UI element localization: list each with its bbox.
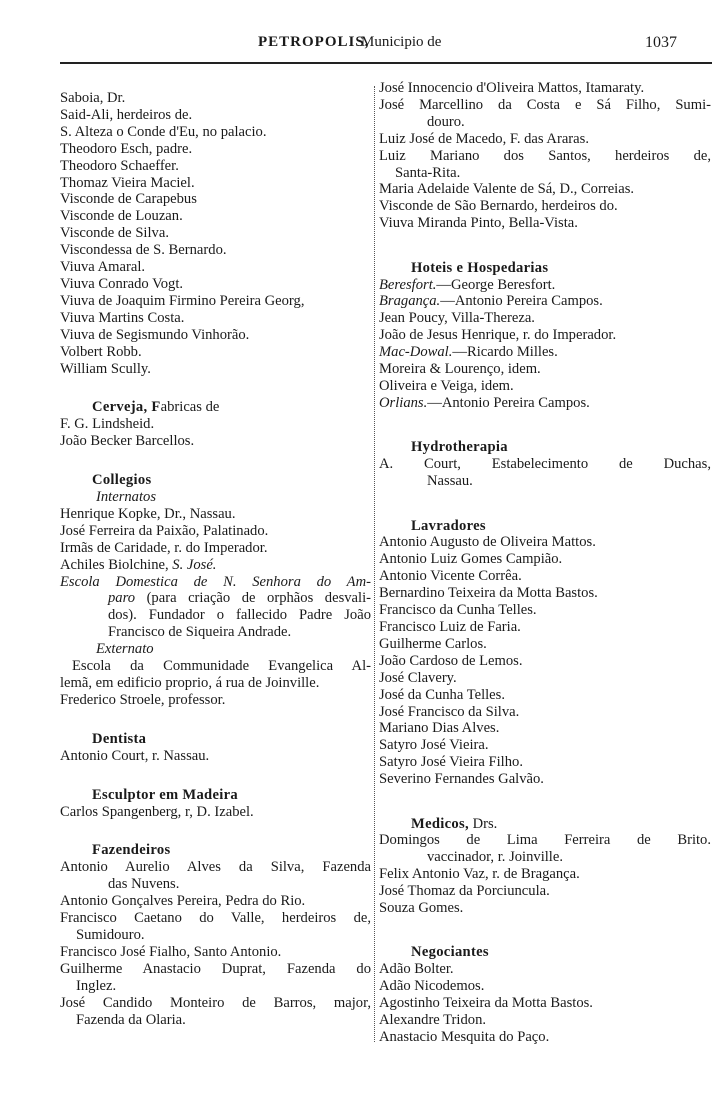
heading-text: Hoteis e Hospedarias bbox=[411, 259, 549, 276]
directory-entry bbox=[60, 433, 371, 450]
directory-entry bbox=[379, 619, 711, 636]
entry-text: Francisco Caetano do Valle, herdeiros de, bbox=[60, 910, 371, 927]
directory-entry bbox=[60, 506, 371, 523]
italic-text: Escola Domestica de N. Senhora do Am- bbox=[60, 573, 371, 590]
directory-entry bbox=[379, 704, 711, 721]
entry-line bbox=[60, 961, 371, 978]
running-title: PETROPOLIS, bbox=[258, 34, 370, 50]
entry-text: S. Alteza o Conde d'Eu, no palacio. bbox=[60, 123, 267, 140]
entry-text: Saboia, Dr. bbox=[60, 90, 126, 106]
italic-text: Orlians. bbox=[379, 394, 428, 411]
entry-line bbox=[379, 215, 711, 232]
heading-text: Dentista bbox=[92, 730, 147, 747]
entry-line bbox=[60, 590, 371, 607]
directory-entry bbox=[60, 910, 371, 944]
entry-text: Guilherme Anastacio Duprat, Fazenda do bbox=[60, 960, 371, 977]
entry-text: José da Cunha Telles. bbox=[379, 686, 505, 703]
directory-entry bbox=[60, 259, 371, 276]
entry-text: Luiz Mariano dos Santos, herdeiros de, bbox=[379, 147, 711, 164]
directory-entry bbox=[379, 883, 711, 900]
entry-line bbox=[379, 670, 711, 687]
entry-text: das Nuvens. bbox=[108, 876, 180, 893]
entry-text: Theodoro Esch, padre. bbox=[60, 140, 193, 157]
entry-line bbox=[379, 995, 711, 1012]
entry-text: Visconde de São Bernardo, herdeiros do. bbox=[379, 198, 618, 215]
entry-line bbox=[60, 293, 371, 310]
entry-line bbox=[379, 585, 711, 602]
directory-entry bbox=[60, 574, 371, 642]
entry-text: Viscondessa de S. Bernardo. bbox=[60, 242, 227, 259]
entry-line bbox=[379, 277, 711, 294]
entry-text: douro. bbox=[427, 113, 465, 130]
entry-text: Volbert Robb. bbox=[60, 343, 142, 360]
directory-entry bbox=[60, 293, 371, 310]
directory-entry bbox=[379, 832, 711, 866]
directory-entry bbox=[60, 859, 371, 893]
entry-text: Frederico Stroele, professor. bbox=[60, 691, 226, 708]
entry-text: Francisco José Fialho, Santo Antonio. bbox=[60, 943, 282, 960]
entry-line bbox=[60, 506, 371, 523]
directory-entry bbox=[379, 720, 711, 737]
heading-text: abricas de bbox=[160, 399, 220, 416]
heading-text: Hydrotherapia bbox=[411, 439, 508, 456]
directory-entry bbox=[60, 361, 371, 378]
directory-entry bbox=[60, 748, 371, 765]
entry-line bbox=[60, 276, 371, 293]
section-heading bbox=[379, 260, 711, 277]
entry-text: João de Jesus Henrique, r. do Imperador. bbox=[379, 327, 617, 344]
entry-text: Alexandre Tridon. bbox=[379, 1012, 487, 1029]
directory-entry bbox=[60, 416, 371, 433]
entry-text: José Innocencio d'Oliveira Mattos, Itamaraty. bbox=[379, 80, 645, 96]
directory-entry bbox=[379, 181, 711, 198]
directory-entry bbox=[379, 585, 711, 602]
entry-line bbox=[60, 675, 371, 692]
entry-line bbox=[60, 557, 371, 574]
entry-line bbox=[379, 310, 711, 327]
entry-text: Domingos de Lima Ferreira de Brito. bbox=[379, 832, 711, 849]
entry-line bbox=[60, 876, 371, 893]
entry-text: Viuva Amaral. bbox=[60, 259, 146, 276]
entry-text: José Clavery. bbox=[379, 669, 457, 686]
directory-entry bbox=[379, 551, 711, 568]
section-heading bbox=[379, 944, 711, 961]
section-heading bbox=[379, 518, 711, 535]
heading-text: Lavradores bbox=[411, 517, 486, 534]
heading-text: Collegios bbox=[92, 472, 152, 489]
directory-entry bbox=[379, 670, 711, 687]
entry-text: Adão Nicodemos. bbox=[379, 978, 485, 995]
entry-line bbox=[60, 859, 371, 876]
entry-line bbox=[60, 208, 371, 225]
entry-text: Achiles Biolchine, bbox=[60, 556, 173, 573]
entry-line bbox=[60, 540, 371, 557]
entry-line bbox=[379, 1012, 711, 1029]
entry-line bbox=[379, 131, 711, 148]
entry-text: (para criação de orphãos desvali- bbox=[135, 590, 371, 607]
entry-text: —Antonio Pereira Campos. bbox=[440, 293, 603, 310]
directory-entry bbox=[379, 395, 711, 412]
entry-text: Antonio Court, r. Nassau. bbox=[60, 747, 210, 764]
entry-line bbox=[60, 327, 371, 344]
entry-line bbox=[60, 124, 371, 141]
directory-entry bbox=[379, 97, 711, 131]
entry-text: Thomaz Vieira Maciel. bbox=[60, 174, 195, 191]
entry-text: Antonio Augusto de Oliveira Mattos. bbox=[379, 534, 596, 551]
directory-entry bbox=[60, 523, 371, 540]
column-divider bbox=[374, 86, 375, 1042]
directory-entry bbox=[379, 310, 711, 327]
entry-line bbox=[60, 804, 371, 821]
directory-entry bbox=[60, 191, 371, 208]
entry-text: José Candido Monteiro de Barros, major, bbox=[60, 994, 371, 1011]
subsection-heading: Externato bbox=[96, 641, 154, 658]
directory-entry bbox=[60, 225, 371, 242]
entry-text: José Ferreira da Paixão, Palatinado. bbox=[60, 522, 269, 539]
entry-line bbox=[60, 893, 371, 910]
entry-line bbox=[60, 978, 371, 995]
entry-line bbox=[379, 165, 711, 182]
entry-line bbox=[60, 692, 371, 709]
entry-line bbox=[60, 259, 371, 276]
entry-text: Fazenda da Olaria. bbox=[76, 1011, 186, 1028]
entry-text: Satyro José Vieira Filho. bbox=[379, 754, 523, 771]
entry-text: Anastacio Mesquita do Paço. bbox=[379, 1029, 550, 1045]
directory-entry bbox=[379, 344, 711, 361]
directory-entry bbox=[60, 90, 371, 107]
section-heading bbox=[379, 439, 711, 456]
directory-entry bbox=[379, 293, 711, 310]
header-rule bbox=[60, 62, 712, 64]
directory-entry bbox=[379, 361, 711, 378]
entry-line bbox=[379, 361, 711, 378]
entry-text: William Scully. bbox=[60, 360, 151, 377]
entry-line bbox=[60, 175, 371, 192]
entry-line bbox=[60, 658, 371, 675]
entry-line bbox=[379, 687, 711, 704]
heading-text: Esculptor em Madeira bbox=[92, 786, 238, 803]
entry-line bbox=[379, 1029, 711, 1046]
entry-line bbox=[379, 737, 711, 754]
entry-text: Antonio Vicente Corrêa. bbox=[379, 568, 522, 585]
directory-entry bbox=[379, 653, 711, 670]
directory-entry bbox=[60, 310, 371, 327]
directory-entry bbox=[379, 277, 711, 294]
entry-text: Luiz José de Macedo, F. das Araras. bbox=[379, 130, 589, 147]
entry-line bbox=[379, 961, 711, 978]
italic-text: Bragança. bbox=[379, 293, 441, 310]
entry-text: —Antonio Pereira Campos. bbox=[427, 394, 590, 411]
directory-entry bbox=[60, 158, 371, 175]
entry-text: Guilherme Carlos. bbox=[379, 635, 487, 652]
entry-line bbox=[60, 416, 371, 433]
entry-line bbox=[379, 181, 711, 198]
entry-text: Francisco de Siqueira Andrade. bbox=[108, 624, 292, 641]
directory-entry bbox=[60, 124, 371, 141]
directory-entry bbox=[379, 636, 711, 653]
directory-entry bbox=[379, 1029, 711, 1046]
entry-text: lemã, em edificio proprio, á rua de Joinville. bbox=[60, 675, 320, 691]
entry-text: Santa-Rita. bbox=[395, 164, 461, 181]
entry-line bbox=[379, 568, 711, 585]
entry-line bbox=[379, 720, 711, 737]
heading-text: Fazendeiros bbox=[92, 842, 171, 859]
directory-entry bbox=[60, 893, 371, 910]
entry-line bbox=[379, 395, 711, 412]
italic-text: Mac-Dowal. bbox=[379, 344, 453, 361]
directory-entry bbox=[60, 692, 371, 709]
entry-line bbox=[60, 225, 371, 242]
entry-text: João Cardoso de Lemos. bbox=[379, 652, 523, 669]
entry-text: Mariano Dias Alves. bbox=[379, 720, 500, 737]
entry-line bbox=[379, 883, 711, 900]
entry-line bbox=[379, 198, 711, 215]
heading-text: Cerveja, F bbox=[92, 399, 161, 416]
entry-line bbox=[60, 995, 371, 1012]
directory-entry bbox=[60, 557, 371, 574]
entry-line bbox=[379, 148, 711, 165]
entry-line bbox=[379, 978, 711, 995]
entry-text: Maria Adelaide Valente de Sá, D., Correias. bbox=[379, 181, 635, 198]
entry-line bbox=[60, 944, 371, 961]
entry-text: Said-Ali, herdeiros de. bbox=[60, 106, 193, 123]
directory-entry bbox=[379, 215, 711, 232]
entry-line bbox=[60, 748, 371, 765]
directory-entry bbox=[60, 944, 371, 961]
directory-entry bbox=[379, 900, 711, 917]
entry-line bbox=[379, 114, 711, 131]
entry-line bbox=[60, 624, 371, 641]
directory-entry bbox=[60, 327, 371, 344]
entry-line bbox=[60, 344, 371, 361]
entry-line bbox=[60, 90, 371, 107]
heading-text: Drs. bbox=[468, 815, 498, 832]
directory-entry bbox=[379, 602, 711, 619]
directory-entry bbox=[379, 148, 711, 182]
entry-text: Agostinho Teixeira da Motta Bastos. bbox=[379, 995, 593, 1012]
directory-entry bbox=[60, 995, 371, 1029]
italic-text: Beresfort. bbox=[379, 276, 437, 293]
directory-entry bbox=[379, 327, 711, 344]
entry-line bbox=[379, 534, 711, 551]
entry-line bbox=[379, 456, 711, 473]
entry-text: —Ricardo Milles. bbox=[452, 344, 558, 361]
entry-line bbox=[379, 80, 711, 97]
entry-text: Jean Poucy, Villa-Thereza. bbox=[379, 310, 535, 327]
directory-entry bbox=[60, 175, 371, 192]
entry-line bbox=[60, 107, 371, 124]
italic-text: S. José. bbox=[172, 556, 217, 573]
entry-line bbox=[379, 771, 711, 788]
entry-text: F. G. Lindsheid. bbox=[60, 416, 155, 433]
entry-line bbox=[379, 97, 711, 114]
entry-text: Oliveira e Veiga, idem. bbox=[379, 378, 514, 394]
entry-text: Visconde de Silva. bbox=[60, 225, 169, 242]
directory-entry bbox=[379, 978, 711, 995]
directory-entry bbox=[379, 378, 711, 395]
entry-line bbox=[379, 653, 711, 670]
entry-text: Henrique Kopke, Dr., Nassau. bbox=[60, 505, 236, 522]
entry-text: Antonio Luiz Gomes Campião. bbox=[379, 551, 563, 568]
entry-line bbox=[60, 910, 371, 927]
entry-line bbox=[60, 574, 371, 591]
directory-entry bbox=[60, 276, 371, 293]
entry-text: José Marcellino da Costa e Sá Filho, Sumi- bbox=[379, 96, 711, 113]
section-heading bbox=[60, 842, 371, 859]
entry-line bbox=[60, 158, 371, 175]
entry-line bbox=[60, 242, 371, 259]
page-header bbox=[0, 34, 725, 54]
entry-text: Felix Antonio Vaz, r. de Bragança. bbox=[379, 866, 580, 883]
entry-line bbox=[379, 473, 711, 490]
directory-entry bbox=[379, 866, 711, 883]
italic-text: paro bbox=[108, 590, 136, 607]
entry-text: A. Court, Estabelecimento de Duchas, bbox=[379, 456, 711, 473]
directory-entry bbox=[60, 242, 371, 259]
entry-text: João Becker Barcellos. bbox=[60, 433, 195, 450]
section-heading bbox=[60, 472, 371, 489]
right-column bbox=[379, 80, 711, 1046]
entry-line bbox=[379, 378, 711, 395]
entry-text: —George Beresfort. bbox=[436, 276, 556, 293]
directory-entry bbox=[379, 534, 711, 551]
entry-line bbox=[60, 361, 371, 378]
entry-line bbox=[379, 602, 711, 619]
heading-text: Negociantes bbox=[411, 944, 489, 961]
entry-text: Satyro José Vieira. bbox=[379, 737, 489, 754]
subsection-heading: Internatos bbox=[96, 489, 156, 506]
directory-entry bbox=[60, 107, 371, 124]
entry-line bbox=[379, 754, 711, 771]
heading-text: Medicos, bbox=[411, 815, 469, 832]
entry-line bbox=[379, 344, 711, 361]
entry-line bbox=[379, 327, 711, 344]
entry-line bbox=[379, 849, 711, 866]
entry-line bbox=[60, 310, 371, 327]
directory-entry bbox=[379, 131, 711, 148]
entry-text: Viuva de Segismundo Vinhorão. bbox=[60, 326, 250, 343]
entry-text: Inglez. bbox=[76, 977, 117, 994]
directory-entry bbox=[379, 1012, 711, 1029]
entry-text: Escola da Communidade Evangelica Al- bbox=[72, 658, 371, 675]
entry-text: Antonio Aurelio Alves da Silva, Fazenda bbox=[60, 859, 371, 876]
entry-text: Viuva de Joaquim Firmino Pereira Georg, bbox=[60, 292, 305, 309]
directory-entry bbox=[60, 804, 371, 821]
entry-text: Moreira & Lourenço, idem. bbox=[379, 361, 541, 378]
left-column bbox=[60, 90, 371, 1028]
entry-text: Bernardino Teixeira da Motta Bastos. bbox=[379, 585, 598, 602]
entry-text: Nassau. bbox=[427, 473, 473, 490]
entry-text: Adão Bolter. bbox=[379, 961, 454, 978]
entry-line bbox=[60, 607, 371, 624]
directory-entry bbox=[379, 737, 711, 754]
entry-text: vaccinador, r. Joinville. bbox=[427, 849, 563, 866]
entry-line bbox=[379, 832, 711, 849]
directory-entry bbox=[60, 540, 371, 557]
entry-text: Severino Fernandes Galvão. bbox=[379, 771, 544, 788]
section-heading bbox=[60, 399, 371, 416]
section-heading bbox=[60, 731, 371, 748]
directory-entry bbox=[379, 568, 711, 585]
directory-entry bbox=[379, 687, 711, 704]
entry-line bbox=[379, 704, 711, 721]
entry-line bbox=[379, 619, 711, 636]
directory-entry bbox=[379, 771, 711, 788]
section-heading bbox=[379, 816, 711, 833]
running-subtitle: Municipio de bbox=[361, 34, 442, 50]
entry-text: José Francisco da Silva. bbox=[379, 703, 520, 720]
entry-text: Francisco da Cunha Telles. bbox=[379, 602, 537, 619]
entry-line bbox=[379, 551, 711, 568]
directory-entry bbox=[379, 961, 711, 978]
entry-line bbox=[60, 191, 371, 208]
entry-text: Sumidouro. bbox=[76, 926, 145, 943]
directory-entry bbox=[379, 754, 711, 771]
directory-entry bbox=[60, 658, 371, 692]
entry-line bbox=[60, 1012, 371, 1029]
directory-entry bbox=[379, 80, 711, 97]
entry-line bbox=[60, 433, 371, 450]
directory-entry bbox=[379, 456, 711, 490]
directory-entry bbox=[60, 141, 371, 158]
page-number: 1037 bbox=[645, 34, 677, 51]
entry-line bbox=[379, 866, 711, 883]
directory-entry bbox=[60, 961, 371, 995]
entry-text: Theodoro Schaeffer. bbox=[60, 157, 179, 174]
entry-line bbox=[60, 927, 371, 944]
directory-entry bbox=[60, 208, 371, 225]
entry-line bbox=[60, 523, 371, 540]
directory-entry bbox=[379, 198, 711, 215]
directory-entry bbox=[60, 344, 371, 361]
entry-text: José Thomaz da Porciuncula. bbox=[379, 883, 550, 900]
entry-text: Antonio Gonçalves Pereira, Pedra do Rio. bbox=[60, 893, 306, 910]
entry-text: Viuva Conrado Vogt. bbox=[60, 275, 184, 292]
entry-text: Viuva Miranda Pinto, Bella-Vista. bbox=[379, 215, 578, 232]
entry-text: Visconde de Louzan. bbox=[60, 208, 183, 225]
entry-text: Viuva Martins Costa. bbox=[60, 309, 185, 326]
entry-text: Irmãs de Caridade, r. do Imperador. bbox=[60, 539, 268, 556]
entry-text: Souza Gomes. bbox=[379, 900, 464, 917]
entry-text: Visconde de Carapebus bbox=[60, 191, 197, 208]
section-heading bbox=[60, 787, 371, 804]
entry-line bbox=[379, 900, 711, 917]
entry-line bbox=[379, 636, 711, 653]
entry-line bbox=[60, 141, 371, 158]
entry-line bbox=[379, 293, 711, 310]
directory-entry bbox=[379, 995, 711, 1012]
entry-text: Francisco Luiz de Faria. bbox=[379, 618, 521, 635]
entry-text: Carlos Spangenberg, r, D. Izabel. bbox=[60, 803, 254, 820]
entry-text: dos). Fundador o fallecido Padre João bbox=[108, 607, 371, 624]
